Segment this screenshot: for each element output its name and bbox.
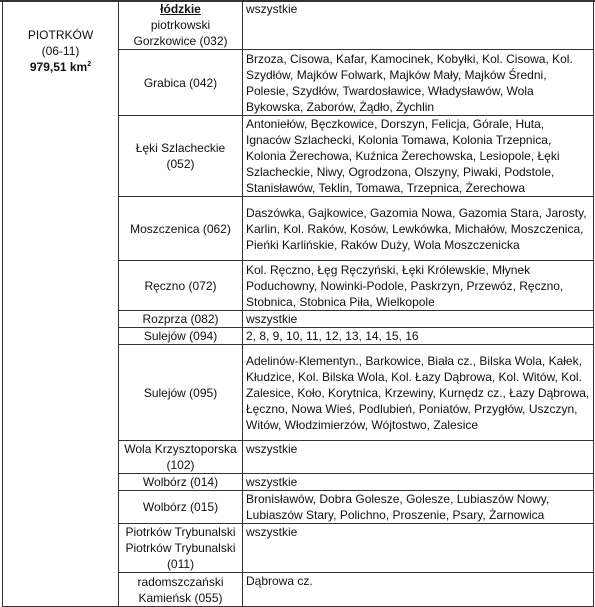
district-area: 979,51 $km^2$ <box>29 60 92 74</box>
gmina-name-line: Kamieńsk (055) <box>138 590 223 605</box>
district-name: PIOTRKÓW <box>27 28 94 42</box>
gmina-name-line: Łęki Szlacheckie <box>135 141 226 155</box>
gmina-cell: Moszczenica (062) <box>119 197 243 261</box>
places-cell: wszystkie <box>243 441 594 474</box>
gmina-name: Gorzkowice (032) <box>133 34 228 48</box>
gmina-cell <box>119 441 243 474</box>
district-cell <box>3 1 119 607</box>
gmina-cell: Sulejów (095) <box>119 345 243 441</box>
district-gmina-table <box>2 0 594 607</box>
gmina-cell: Ręczno (072) <box>119 261 243 311</box>
gmina-name-line: Piotrków Trybunalski <box>125 525 236 539</box>
gmina-cell: Sulejów (094) <box>119 328 243 345</box>
gmina-cell: Wolbórz (015) <box>119 491 243 524</box>
county-name: radomszczański <box>137 574 224 589</box>
places-cell: wszystkie <box>243 524 594 573</box>
places-cell: Brzoza, Cisowa, Kafar, Kamocinek, Kobyłki, Kol. Cisowa, Kol. Szydłów, Majków Folwark, Majków Mały, Majków Średni, Polesie, Szydłów, Twardosławice, Władysławów, Wola Bykowska, Zaborów, Żądło, Żychlin <box>243 50 594 116</box>
places-cell: Antoniełów, Bęczkowice, Dorszyn, Felicja, Górale, Huta, Ignaców Szlachecki, Kolonia Tomawa, Kolonia Trzepnica, Kolonia Żerechowa, Kuźnica Żerechowska, Lesiopole, Łęki Szlacheckie, Niwy, Ogrodzona, Olszyny, Piwaki, Podstole, Stanisławów, Teklin, Tomawa, Trzepnica, Żerechowa <box>243 116 594 197</box>
places-cell: wszystkie <box>243 474 594 491</box>
document-table-container <box>2 0 593 605</box>
gmina-code-line: (011) <box>166 557 195 571</box>
places-cell: Dąbrowa cz. <box>243 573 594 607</box>
table-row <box>3 1 594 50</box>
places-cell: Daszówka, Gajkowice, Gazomia Nowa, Gazomia Stara, Jarosty, Karlin, Kol. Raków, Kosów, Lewkówka, Michałów, Moszczenica, Pieńki Karlińskie, Raków Duży, Wola Moszczenicka <box>243 197 594 261</box>
places-cell: Bronisławów, Dobra Golesze, Golesze, Lubiaszów Nowy, Lubiaszów Stary, Polichno, Proszenie, Psary, Żarnowica <box>243 491 594 524</box>
places-cell: 2, 8, 9, 10, 11, 12, 13, 14, 15, 16 <box>243 328 594 345</box>
gmina-code-line: (052) <box>166 157 195 171</box>
gmina-cell <box>119 524 243 573</box>
places-cell: Kol. Ręczno, Łęg Ręczyński, Łęki Królewskie, Młynek Poduchowny, Nowinki-Podole, Paskrzyn, Przewóz, Ręczno, Stobnica, Stobnica Piła, Wielkopole <box>243 261 594 311</box>
places-cell: wszystkie <box>243 311 594 328</box>
voivodeship-name: łódzkie <box>160 2 201 16</box>
places-cell: Adelinów-Klementyn., Barkowice, Biała cz., Bilska Wola, Kałek, Kłudzice, Kol. Bilska Wola, Kol. Łazy Dąbrowa, Kol. Witów, Kol. Zalesice, Koło, Korytnica, Krzewiny, Kurnędz cz., Łazy Dąbrowa, Łęczno, Nowa Wieś, Podlubień, Poniatów, Przygłów, Uszczyn, Witów, Włodzimierzów, Wójtostwo, Zalesice <box>243 345 594 441</box>
gmina-code-line: (102) <box>166 458 195 472</box>
gmina-cell <box>119 1 243 50</box>
gmina-cell <box>119 116 243 197</box>
gmina-name-line: Piotrków Trybunalski <box>125 541 236 555</box>
county-name: piotrkowski <box>150 18 211 32</box>
gmina-cell: Grabica (042) <box>119 50 243 116</box>
district-code: (06-11) <box>41 44 80 58</box>
places-cell: wszystkie <box>243 1 594 50</box>
gmina-name-line: Wola Krzysztoporska <box>124 442 237 456</box>
gmina-cell: Wolbórz (014) <box>119 474 243 491</box>
gmina-cell: Rozprza (082) <box>119 311 243 328</box>
